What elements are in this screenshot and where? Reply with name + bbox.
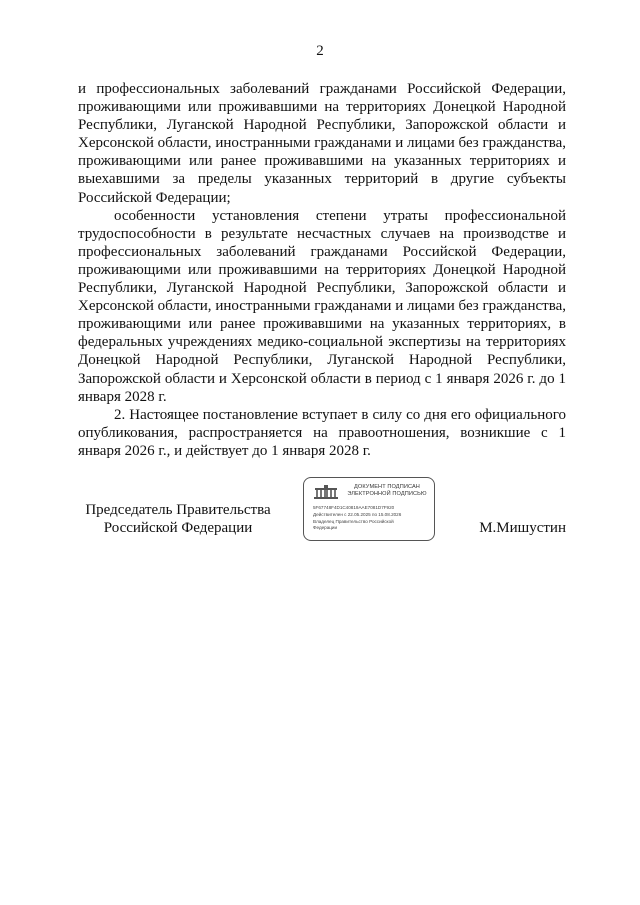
document-body <box>78 80 566 460</box>
signer-title <box>78 501 278 537</box>
electronic-signature-stamp <box>303 477 435 541</box>
paragraph-disability-features: особенности установления степени утраты профессиональной трудоспособности в результате несчастных случаев на производстве и профессиональных заболеваний гражданами Российской Федерации, проживающими или проживавшими на территориях Донецкой Народной Республики, Луганской Народной Республики, Запорожской области и Херсонской области, иностранными гражданами и лицами без гражданства, проживающими или ранее проживавшими на указанных территориях, в федеральных учреждениях медико-социальной экспертизы на территориях Донецкой Народной Республики, Луганской Народной Республики, Запорожской области и Херсонской области в период с 1 января 2026 г. до 1 января 2028 г. <box>78 207 566 405</box>
paragraph-continuation: и профессиональных заболеваний гражданами Российской Федерации, проживающими или проживавшими на территориях Донецкой Народной Республики, Луганской Народной Республики, Запорожской области и Херсонской области, иностранными гражданами и лицами без гражданства, проживающими или ранее проживавшими на указанных территориях и выехавшими за пределы указанных территорий в другие субъекты Российской Федерации; <box>78 81 566 206</box>
stamp-owner-line2: Федерации <box>313 525 338 530</box>
stamp-heading-line1: ДОКУМЕНТ ПОДПИСАН <box>354 484 420 490</box>
stamp-validity: Действителен с 22.05.2025 по 15.08.2026 <box>313 512 402 517</box>
page-number: 2 <box>316 43 324 59</box>
stamp-heading-line2: ЭЛЕКТРОННОЙ ПОДПИСЬЮ <box>347 491 427 497</box>
stamp-owner-line1: Владелец Правительство Российской <box>313 519 394 524</box>
paragraph-effective-date: 2. Настоящее постановление вступает в силу со дня его официального опубликования, распространяется на правоотношения, возникшие с 1 января 2026 г., и действует до 1 января 2028 г. <box>78 406 566 459</box>
signer-title-line2: Российской Федерации <box>103 520 253 536</box>
signer-title-line1: Председатель Правительства <box>85 502 271 518</box>
signer-name: М.Мишустин <box>479 520 566 536</box>
government-building-icon <box>313 484 339 500</box>
stamp-heading <box>340 484 434 498</box>
stamp-certificate-number: 5F67748F4D1C40819AAE7081D7F920 <box>313 505 395 510</box>
